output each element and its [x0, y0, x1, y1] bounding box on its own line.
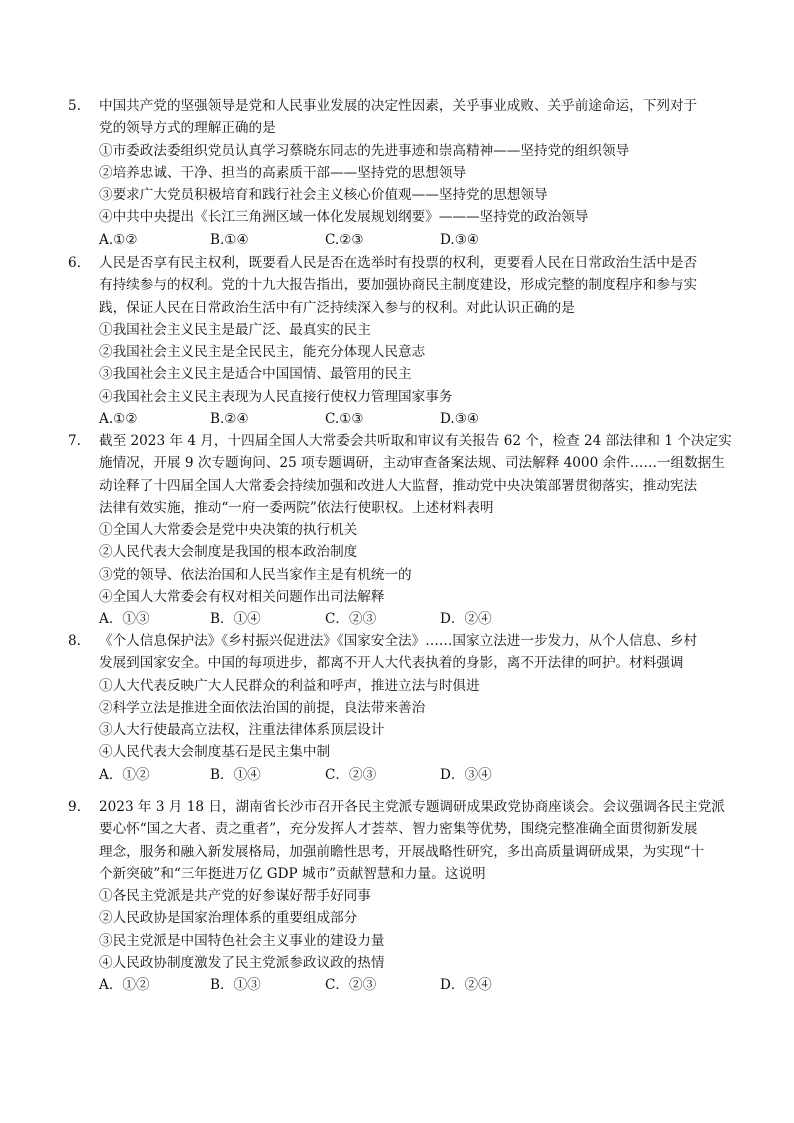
- question-stem-line: 动诠释了十四届全国人大常委会持续加强和改进人大监督，推动党中央决策部署贯彻落实，推动宪法: [99, 477, 698, 494]
- answer-choice-c[interactable]: C．②③: [325, 766, 377, 783]
- option-statement: ③我国社会主义民主是适合中国国情、最管用的民主: [99, 366, 412, 383]
- option-statement: ①人大代表反映广大人民群众的利益和呼声，推进立法与时俱进: [99, 677, 480, 694]
- question-number: 7.: [68, 433, 81, 449]
- answer-choice-a[interactable]: A.①②: [99, 231, 138, 248]
- question-stem-line: 理念，服务和融入新发展格局，加强前瞻性思考，开展战略性研究，多出高质量调研成果，为实现“十: [99, 843, 705, 860]
- answer-choice-c[interactable]: C.②③: [325, 231, 364, 248]
- question-stem-line: 中国共产党的坚强领导是党和人民事业发展的决定性因素，关乎事业成败、关乎前途命运，下列对于: [99, 98, 698, 114]
- question-7: [68, 430, 732, 631]
- answer-choice-b[interactable]: B．①④: [210, 611, 261, 628]
- option-statement: ①各民主党派是共产党的好参谋好帮手好同事: [99, 888, 371, 905]
- question-number: 5.: [68, 98, 81, 114]
- answer-choices: [68, 764, 728, 786]
- option-statement: ④中共中央提出《长江三角洲区域一体化发展规划纲要》———坚持党的政治领导: [99, 209, 589, 226]
- option-statement: ②人民代表大会制度是我国的根本政治制度: [99, 544, 358, 561]
- question-6: [68, 252, 728, 430]
- answer-choice-d[interactable]: D．②④: [440, 611, 492, 628]
- question-stem-line: 个新突破”和“三年挺进万亿 GDP 城市”贡献智慧和力量。这说明: [99, 865, 486, 882]
- option-statement: ①我国社会主义民主是最广泛、最真实的民主: [99, 321, 371, 338]
- option-statement: ②我国社会主义民主是全民民主，能充分体现人民意志: [99, 344, 426, 361]
- answer-choice-a[interactable]: A．①③: [99, 611, 150, 628]
- question-number: 6.: [68, 255, 81, 271]
- option-statement: ③人大行使最高立法权，注重法律体系顶层设计: [99, 722, 385, 739]
- question-stem-line: 要心怀“国之大者、责之重者”，充分发挥人才荟萃、智力密集等优势，围绕完整准确全面贯彻新发展: [99, 821, 698, 838]
- question-stem-line: 《个人信息保护法》《乡村振兴促进法》《国家安全法》……国家立法进一步发力，从个人信息、乡村: [99, 633, 698, 649]
- answer-choice-c[interactable]: C．②③: [325, 977, 377, 994]
- option-statement: ①全国人大常委会是党中央决策的执行机关: [99, 522, 358, 539]
- question-number: 9.: [68, 799, 81, 815]
- question-stem-line: 党的领导方式的理解正确的是: [99, 120, 276, 137]
- answer-choice-c[interactable]: C．②③: [325, 611, 377, 628]
- answer-choices: [68, 608, 728, 630]
- option-statement: ④人民政协制度激发了民主党派参政议政的热情: [99, 955, 385, 972]
- question-number: 8.: [68, 633, 81, 649]
- answer-choices: [68, 408, 728, 430]
- option-statement: ②科学立法是推进全面依法治国的前提，良法带来善治: [99, 699, 426, 716]
- answer-choice-c[interactable]: C.①③: [325, 411, 364, 428]
- option-statement: ②人民政协是国家治理体系的重要组成部分: [99, 910, 358, 927]
- answer-choice-d[interactable]: D．②④: [440, 977, 492, 994]
- question-stem-line: 践，保证人民在日常政治生活中有广泛持续深入参与的权利。对此认识正确的是: [99, 299, 575, 316]
- question-stem-line: 2023 年 3 月 18 日，湖南省长沙市召开各民主党派专题调研成果政党协商座谈会。会议强调各民主党派: [99, 799, 725, 815]
- question-stem-line: 有持续参与的权利。党的十九大报告指出，要加强协商民主制度建设，形成完整的制度程序和参与实: [99, 277, 698, 294]
- answer-choice-b[interactable]: B.②④: [210, 411, 249, 428]
- answer-choice-d[interactable]: D.③④: [440, 411, 480, 428]
- answer-choice-a[interactable]: A．①②: [99, 766, 150, 783]
- answer-choice-a[interactable]: A．①②: [99, 977, 150, 994]
- question-5: [68, 95, 728, 251]
- question-stem-line: 法律有效实施，推动“一府一委两院”依法行使职权。上述材料表明: [99, 499, 494, 516]
- option-statement: ④我国社会主义民主表现为人民直接行使权力管理国家事务: [99, 388, 453, 405]
- option-statement: ①市委政法委组织党员认真学习蔡晓东同志的先进事迹和崇高精神——坚持党的组织领导: [99, 142, 630, 159]
- option-statement: ②培养忠诚、干净、担当的高素质干部——坚持党的思想领导: [99, 164, 467, 181]
- question-stem-line: 发展到国家安全。中国的每项进步，都离不开人大代表执着的身影，离不开法律的呵护。材料强调: [99, 655, 684, 672]
- answer-choice-d[interactable]: D．③④: [440, 766, 492, 783]
- option-statement: ③民主党派是中国特色社会主义事业的建设力量: [99, 932, 385, 949]
- answer-choice-b[interactable]: B．①④: [210, 766, 261, 783]
- answer-choices: [68, 229, 728, 251]
- answer-choices: [68, 974, 728, 996]
- answer-choice-a[interactable]: A.①②: [99, 411, 138, 428]
- answer-choice-b[interactable]: B.①④: [210, 231, 249, 248]
- answer-choice-b[interactable]: B．①③: [210, 977, 261, 994]
- option-statement: ③要求广大党员积极培育和践行社会主义核心价值观——坚持党的思想领导: [99, 187, 548, 204]
- option-statement: ④全国人大常委会有权对相关问题作出司法解释: [99, 589, 385, 606]
- answer-choice-d[interactable]: D.③④: [440, 231, 480, 248]
- question-stem-line: 截至 2023 年 4 月，十四届全国人大常委会共听取和审议有关报告 62 个，检查 24 部法律和 1 个决定实: [99, 433, 732, 449]
- option-statement: ③党的领导、依法治国和人民当家作主是有机统一的: [99, 566, 412, 583]
- question-stem-line: 施情况，开展 9 次专题询问、25 项专题调研，主动审查备案法规、司法解释 4000 余件……一组数据生: [99, 455, 725, 472]
- question-stem-line: 人民是否享有民主权利，既要看人民是否在选举时有投票的权利，更要看人民在日常政治生活中是否: [99, 255, 698, 271]
- question-9: [68, 796, 728, 997]
- question-8: [68, 630, 728, 786]
- option-statement: ④人民代表大会制度基石是民主集中制: [99, 744, 331, 761]
